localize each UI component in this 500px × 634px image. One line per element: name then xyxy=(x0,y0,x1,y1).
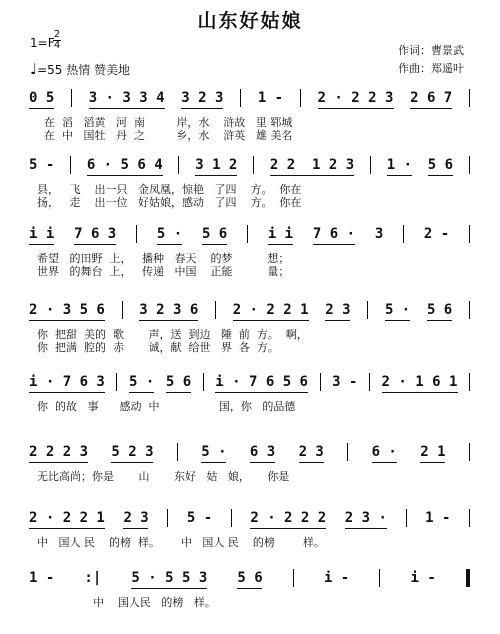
key-signature: 1=F xyxy=(30,36,55,50)
barline xyxy=(379,569,380,587)
lyric-line: 扬， 走 出一位 好姑娘，感动 了四 方。 你在 xyxy=(37,196,302,209)
notation-line xyxy=(29,155,470,176)
beam xyxy=(387,175,412,176)
lyricist-credit: 作词：曹景武 xyxy=(398,44,464,57)
note-group: 1 · xyxy=(386,157,413,173)
beam-lines xyxy=(29,528,470,532)
barline xyxy=(247,225,248,243)
beam xyxy=(201,462,226,463)
barline xyxy=(122,301,123,319)
barline xyxy=(469,301,470,319)
note-group: 5 · xyxy=(384,302,411,318)
lyric-line: 中 国人民 的榜 样。 xyxy=(37,596,216,609)
note-group: 5 · xyxy=(201,444,227,460)
barline xyxy=(167,509,168,527)
barline xyxy=(406,509,407,527)
note-group: 1 - xyxy=(425,510,451,526)
beam xyxy=(29,320,105,321)
note-group: i i xyxy=(267,226,294,242)
note-group: 3 1 2 xyxy=(195,157,238,173)
beam-lines xyxy=(29,320,470,324)
barline xyxy=(215,301,216,319)
note-group: 2 2 1 2 3 xyxy=(269,157,355,173)
barline xyxy=(347,443,348,461)
beam-lines xyxy=(29,108,470,112)
beam xyxy=(313,244,355,245)
note-group: 2 2 2 3 xyxy=(29,444,89,460)
barline xyxy=(469,443,470,461)
note-group: i · 7 6 5 6 xyxy=(215,374,308,390)
note-group: i - xyxy=(410,570,436,586)
staff-row xyxy=(29,300,470,366)
note-group: 2 3 xyxy=(325,302,351,318)
note-group: 5 6 xyxy=(201,226,228,242)
note-group: 7 6 3 xyxy=(74,226,117,242)
notation-line xyxy=(29,442,470,463)
barline xyxy=(369,373,370,391)
note-group: 5 6 xyxy=(237,570,263,586)
note-group: 2 3 xyxy=(298,444,324,460)
beam xyxy=(29,462,88,463)
beam xyxy=(157,244,182,245)
barline xyxy=(71,89,72,107)
beam xyxy=(29,108,54,109)
beam xyxy=(166,392,191,393)
note-group: 5 6 xyxy=(426,302,453,318)
barline xyxy=(469,89,470,107)
notation-line xyxy=(29,224,470,245)
barline xyxy=(177,443,178,461)
beam xyxy=(268,244,293,245)
note-group: 1 - xyxy=(29,570,55,586)
notation-line xyxy=(29,568,470,589)
staff-row xyxy=(29,224,470,290)
note-group: 2 · 2 2 1 xyxy=(232,302,309,318)
note-group: 5 6 xyxy=(165,374,192,390)
note-group: 5 - xyxy=(186,510,213,526)
staff-row xyxy=(29,568,470,634)
note-group: i - xyxy=(323,570,350,586)
note-group: 2 · 3 5 6 xyxy=(29,302,105,318)
beam-lines xyxy=(29,588,470,592)
barline xyxy=(136,225,137,243)
note-group: 3 · 3 3 4 xyxy=(88,90,165,106)
note-group: 2 3 · xyxy=(344,510,387,526)
lyric-line: 你 的故 事 感动 中 国，你 的品德 xyxy=(37,400,296,413)
barline xyxy=(370,156,371,174)
beam xyxy=(428,175,453,176)
beam-lines xyxy=(29,175,470,179)
notation-line xyxy=(29,508,470,529)
quarter-note-icon: ♩ xyxy=(30,60,38,78)
lyric-line: 中 国人 民 的榜 样。 中 国人 民 的榜 样。 xyxy=(37,536,325,549)
note-group: 2 6 7 xyxy=(410,90,453,106)
barline xyxy=(403,225,404,243)
beam xyxy=(215,392,308,393)
beam xyxy=(181,108,223,109)
barline xyxy=(300,89,301,107)
beam xyxy=(89,108,165,109)
beam xyxy=(29,392,105,393)
lyric-line: 在 中 国牡 丹 之 乡，水 浒英 雄 美名 xyxy=(37,129,293,142)
note-group: 5 6 xyxy=(427,157,454,173)
page-title: 山东好姑娘 xyxy=(197,10,303,32)
beam xyxy=(139,320,198,321)
note-group: :| xyxy=(84,570,102,586)
note-group: 5 · xyxy=(156,226,183,242)
barline xyxy=(231,509,232,527)
note-group: 2 · 2 2 3 xyxy=(317,90,394,106)
beam xyxy=(325,320,350,321)
note-group: 3 xyxy=(374,226,384,242)
note-group: 6 · xyxy=(371,444,397,460)
notation-line xyxy=(29,300,470,321)
beam xyxy=(87,175,163,176)
staff-row xyxy=(29,88,470,154)
beam xyxy=(385,320,410,321)
note-group: 1 - xyxy=(257,90,284,106)
beam xyxy=(318,108,394,109)
beam xyxy=(195,175,237,176)
barline xyxy=(367,301,368,319)
staff-row xyxy=(29,372,470,438)
note-group: 5 · xyxy=(128,374,155,390)
note-group: 5 2 3 xyxy=(111,444,154,460)
notation-line xyxy=(29,372,470,393)
beam xyxy=(202,244,227,245)
note-group: 2 3 xyxy=(123,510,149,526)
beam xyxy=(372,462,397,463)
beam xyxy=(74,244,116,245)
beam xyxy=(250,462,275,463)
beam xyxy=(29,528,105,529)
lyric-line: 世界 的舞台 上， 传递 中国 正能 量； xyxy=(37,265,290,278)
notation-line xyxy=(29,88,470,109)
note-group: 2 · 2 2 1 xyxy=(29,510,105,526)
note-group: 3 2 3 6 xyxy=(139,302,199,318)
staff-row xyxy=(29,155,470,221)
note-group: 5 · 5 5 3 xyxy=(131,570,208,586)
barline xyxy=(320,373,321,391)
note-group: 2 - xyxy=(423,226,450,242)
meter-bottom: 4 xyxy=(53,40,61,51)
barline xyxy=(253,156,254,174)
barline xyxy=(469,509,470,527)
beam xyxy=(270,175,354,176)
note-group: i i xyxy=(29,226,55,242)
final-barline xyxy=(466,569,470,587)
barline xyxy=(469,225,470,243)
barline xyxy=(203,373,204,391)
beam-lines xyxy=(29,392,470,396)
note-group: 5 - xyxy=(29,157,55,173)
staff-row xyxy=(29,508,470,574)
lyric-line: 你 把满 腔的 赤 诚，献 给世 界 各 方。 xyxy=(37,341,279,354)
barline xyxy=(116,373,117,391)
beam xyxy=(299,462,324,463)
note-group: 2 1 xyxy=(420,444,446,460)
note-group: 3 2 3 xyxy=(181,90,224,106)
beam xyxy=(131,588,207,589)
beam xyxy=(129,392,154,393)
tempo-text: =55 热情 赞美地 xyxy=(37,63,131,77)
beam xyxy=(123,528,148,529)
beam xyxy=(410,108,452,109)
beam xyxy=(233,320,309,321)
note-group: 3 - xyxy=(332,374,358,390)
note-group: 6 · 5 6 4 xyxy=(86,157,163,173)
beam xyxy=(382,392,458,393)
beam-lines xyxy=(29,462,470,466)
barline xyxy=(469,156,470,174)
barline xyxy=(240,89,241,107)
beam xyxy=(111,462,153,463)
barline xyxy=(293,569,294,587)
beam xyxy=(420,462,445,463)
beam-lines xyxy=(29,244,470,248)
note-group: 0 5 xyxy=(29,90,55,106)
beam xyxy=(237,588,262,589)
lyric-line: 县， 飞 出一只 金凤凰，惊艳 了四 方。 你在 xyxy=(37,183,302,196)
note-group: 7 6 · xyxy=(312,226,356,242)
barline xyxy=(469,373,470,391)
note-group: 6 3 xyxy=(249,444,276,460)
meter-top: 2 xyxy=(53,29,61,40)
beam xyxy=(345,528,387,529)
note-group: 2 · 1 6 1 xyxy=(381,374,458,390)
barline xyxy=(70,156,71,174)
staff-row xyxy=(29,442,470,508)
lyric-line: 在 滔 滔黄 河 南 岸，水 浒故 里 郓城 xyxy=(37,116,293,129)
lyric-line: 无比高尚；你是 山 东好 姑 娘， 你是 xyxy=(37,470,290,483)
note-group: 2 · 2 2 2 xyxy=(250,510,327,526)
note-group: i · 7 6 3 xyxy=(29,374,105,390)
barline xyxy=(178,156,179,174)
beam xyxy=(427,320,452,321)
beam xyxy=(29,244,54,245)
beam xyxy=(250,528,326,529)
lyric-line: 你 把甜 美的 歌 声，送 到边 陲 前 方。 啊， xyxy=(37,328,308,341)
lyric-line: 希望 的田野 上， 播种 春天 的梦 想； xyxy=(37,252,290,265)
composer-credit: 作曲：郑遥叶 xyxy=(398,62,464,75)
